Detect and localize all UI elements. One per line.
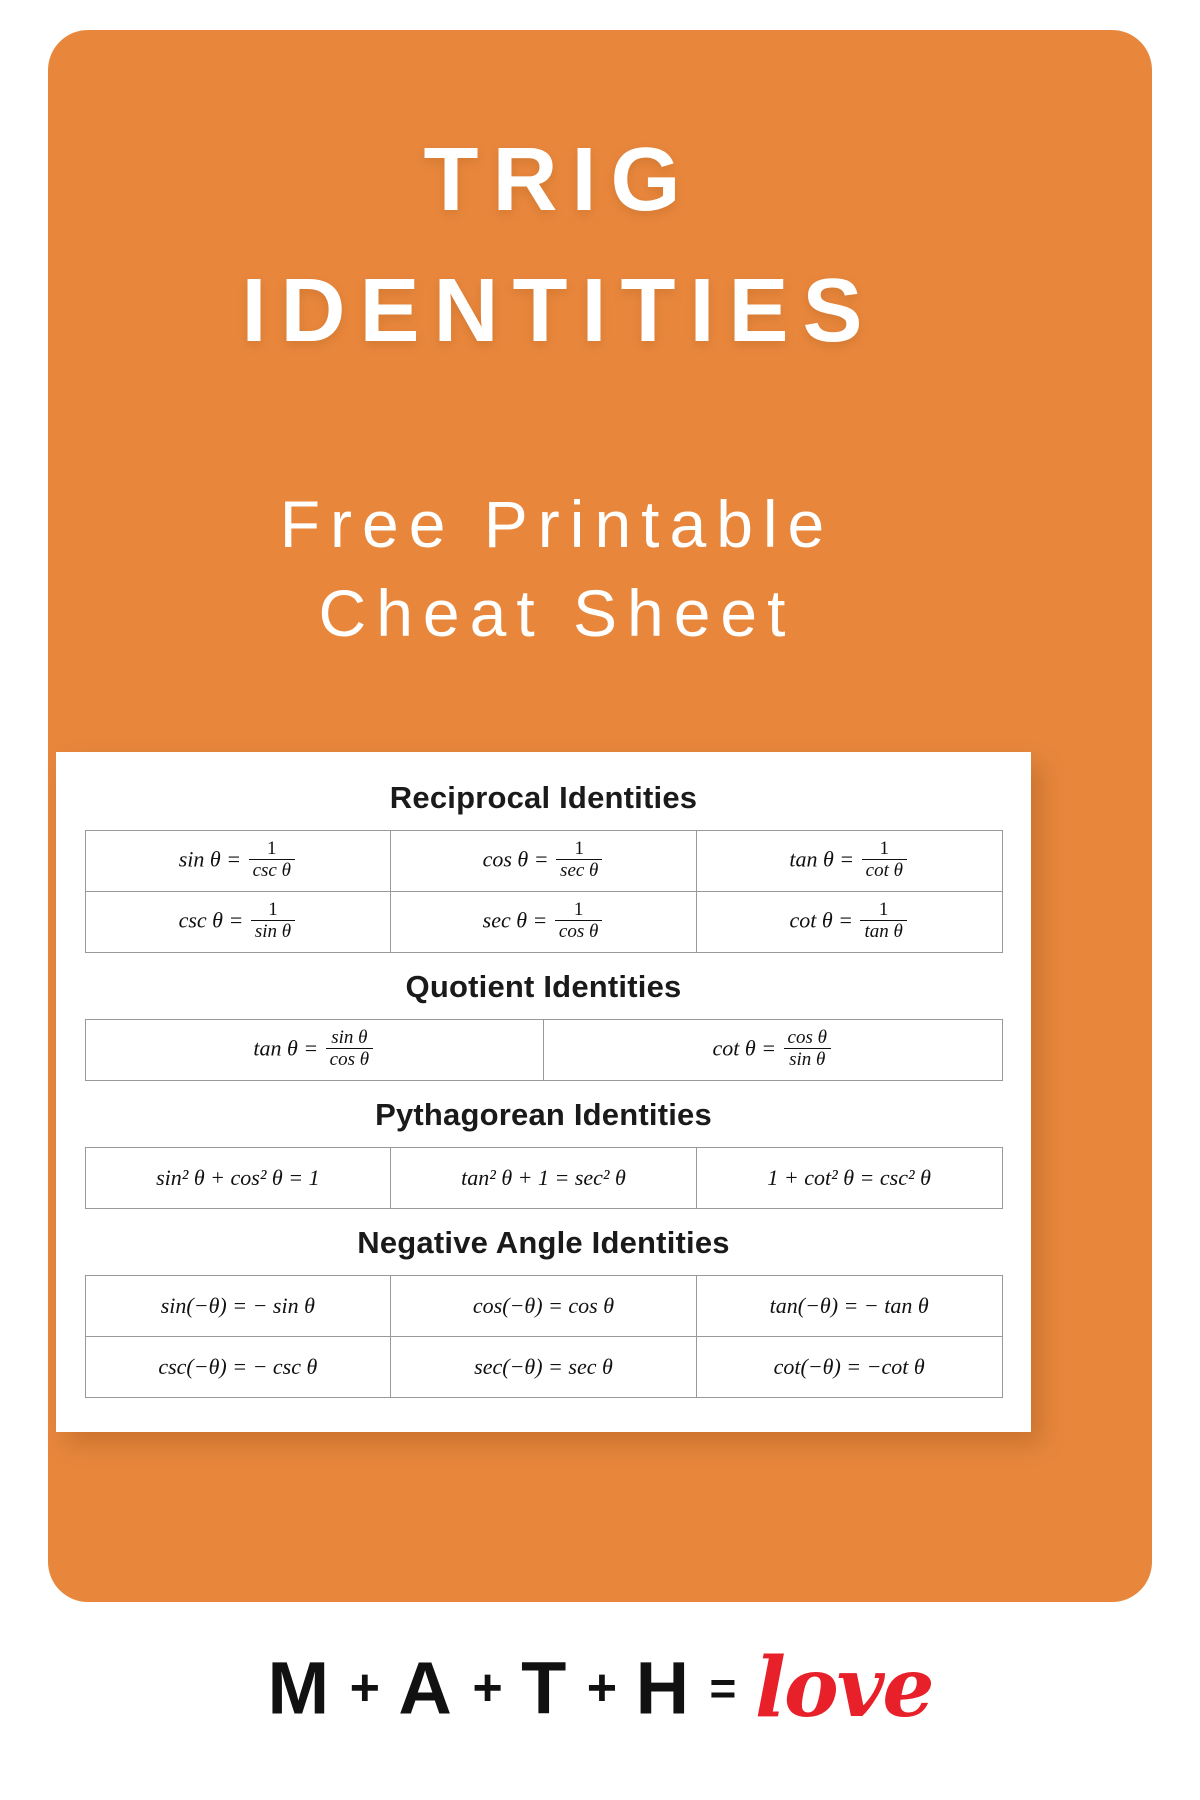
identity-cell: [544, 1020, 1003, 1081]
identity-lhs: csc θ =: [178, 907, 244, 933]
table-row: [85, 831, 1002, 892]
identity-table: [85, 1275, 1003, 1398]
identity-cell: [696, 892, 1002, 953]
fraction-numerator: 1: [249, 839, 295, 860]
identity-cell: tan(−θ) = − tan θ: [696, 1276, 1002, 1337]
poster-subtitle: [0, 480, 1104, 658]
title-line-2: IDENTITIES: [241, 260, 877, 361]
fraction-numerator: 1: [555, 900, 602, 921]
cheat-sheet: [56, 752, 1031, 1432]
identity-lhs: tan θ =: [253, 1035, 319, 1061]
identity-cell: csc(−θ) = − csc θ: [85, 1337, 391, 1398]
fraction-denominator: csc θ: [252, 859, 291, 881]
table-row: [85, 892, 1002, 953]
identity-cell: 1 + cot² θ = csc² θ: [696, 1148, 1002, 1209]
section-title: Reciprocal Identities: [389, 780, 698, 815]
fraction: [326, 1028, 373, 1071]
identity-cell: sec(−θ) = sec θ: [391, 1337, 697, 1398]
fraction: [862, 839, 907, 882]
fraction-numerator: 1: [862, 839, 907, 860]
fraction-numerator: 1: [556, 839, 602, 860]
brand-letter-a: A: [398, 1646, 454, 1730]
subtitle-line-1: Free Printable: [279, 487, 835, 561]
identity-cell: [85, 892, 391, 953]
fraction-denominator: cos θ: [558, 920, 599, 942]
fraction: [249, 839, 295, 882]
brand-letter-t: T: [521, 1646, 569, 1730]
fraction-denominator: tan θ: [864, 920, 903, 942]
fraction: [251, 900, 295, 943]
identity-lhs: tan θ =: [789, 846, 855, 872]
identity-table: [85, 1019, 1003, 1081]
fraction-denominator: sin θ: [254, 920, 292, 942]
section-title: Quotient Identities: [405, 969, 682, 1004]
fraction-numerator: 1: [251, 900, 295, 921]
identity-cell: [391, 831, 697, 892]
identity-cell: sin² θ + cos² θ = 1: [85, 1148, 391, 1209]
title-line-1: TRIG: [423, 130, 695, 230]
identity-cell: cos(−θ) = cos θ: [391, 1276, 697, 1337]
subtitle-line-2: Cheat Sheet: [318, 576, 796, 651]
identity-lhs: cos θ =: [482, 846, 549, 872]
identity-cell: [391, 892, 697, 953]
fraction-numerator: sin θ: [326, 1028, 373, 1049]
identity-cell: [696, 831, 1002, 892]
identity-lhs: cot θ =: [789, 907, 853, 933]
identity-cell: [85, 1020, 544, 1081]
table-row: [85, 1020, 1002, 1081]
fraction: [784, 1028, 831, 1071]
identity-table: [85, 1147, 1003, 1209]
brand-footer: [0, 1640, 1200, 1736]
brand-letter-m: M: [267, 1646, 332, 1730]
brand-plus-2: +: [472, 1659, 503, 1717]
section-title: Negative Angle Identities: [357, 1225, 730, 1260]
identity-lhs: sec θ =: [482, 907, 548, 933]
identity-cell: cot(−θ) = −cot θ: [696, 1337, 1002, 1398]
table-row: [85, 1148, 1002, 1209]
fraction-numerator: cos θ: [784, 1028, 831, 1049]
fraction-denominator: cos θ: [329, 1048, 370, 1070]
brand-plus-1: +: [349, 1659, 380, 1717]
brand-letter-h: H: [635, 1646, 692, 1730]
fraction-denominator: sin θ: [789, 1048, 826, 1070]
fraction-numerator: 1: [860, 900, 906, 921]
brand-love-script: love: [754, 1640, 933, 1736]
identity-cell: tan² θ + 1 = sec² θ: [391, 1148, 697, 1209]
fraction: [860, 900, 906, 943]
brand-plus-3: +: [586, 1659, 618, 1717]
section-quotient-identities: [84, 969, 1003, 1081]
identity-lhs: sin θ =: [178, 846, 242, 872]
section-title: Pythagorean Identities: [375, 1097, 712, 1132]
identity-cell: [85, 831, 391, 892]
section-reciprocal-identities: [84, 780, 1003, 953]
identity-lhs: cot θ =: [712, 1035, 777, 1061]
table-row: [85, 1337, 1002, 1398]
section-pythagorean-identities: [84, 1097, 1003, 1209]
fraction-denominator: cot θ: [865, 859, 903, 881]
fraction-denominator: sec θ: [560, 859, 599, 881]
fraction: [555, 900, 602, 943]
brand-equals: =: [709, 1662, 737, 1714]
fraction: [556, 839, 602, 882]
identity-table: [85, 830, 1003, 953]
section-negative-angle-identities: [84, 1225, 1003, 1398]
poster-title: [0, 115, 1104, 376]
identity-cell: sin(−θ) = − sin θ: [85, 1276, 391, 1337]
table-row: [85, 1276, 1002, 1337]
